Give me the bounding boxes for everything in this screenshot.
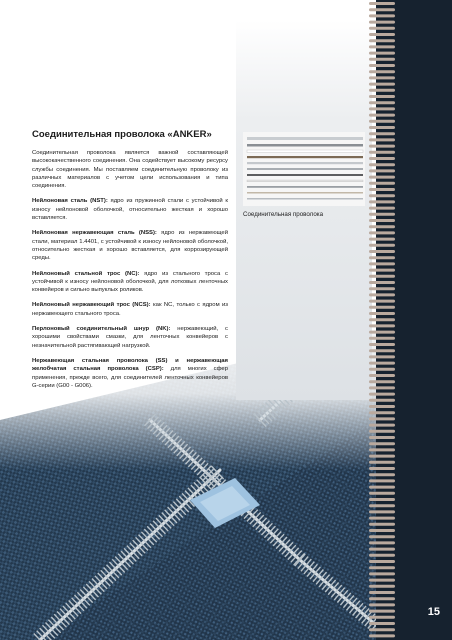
wire-type-term: Перлоновый соединительный шнур (NK): [32, 326, 171, 333]
spiral-coil [369, 45, 395, 48]
spiral-coil [369, 225, 395, 228]
spiral-coil [369, 411, 395, 414]
wire-type-term: Нейлоновый стальной трос (NC): [32, 270, 140, 277]
spiral-coil [369, 560, 395, 563]
spiral-coil [369, 89, 395, 92]
wire-type-description: ядро из стального троса с устойчивой к износу нейлоновой оболочкой, для лотковых ленточных конвейеров и сильно выпуклых роликов. [32, 270, 228, 294]
spiral-coil [369, 479, 395, 482]
wire-type-description: нержавеющий, с хорошими свойствами смазки, для ленточных конвейеров с незначительной растягивающей нагрузкой. [32, 326, 228, 349]
text-column [32, 129, 228, 397]
spiral-coil [369, 597, 395, 600]
spiral-coil [369, 504, 395, 507]
spiral-coil [369, 14, 395, 17]
spiral-coil [369, 262, 395, 265]
spiral-coil [369, 331, 395, 334]
spiral-coil [369, 455, 395, 458]
spiral-coil [369, 281, 395, 284]
spiral-coil [369, 591, 395, 594]
spiral-coil [369, 517, 395, 520]
wire-type-nss [32, 229, 228, 262]
spiral-coil [369, 368, 395, 371]
spiral-coil [369, 238, 395, 241]
spiral-coil [369, 523, 395, 526]
spiral-coil [369, 324, 395, 327]
spiral-coil [369, 467, 395, 470]
spiral-coil [369, 39, 395, 42]
spiral-coil [369, 114, 395, 117]
spiral-coil [369, 566, 395, 569]
spiral-coil [369, 132, 395, 135]
spiral-coil [369, 101, 395, 104]
spiral-coil [369, 176, 395, 179]
spiral-coil [369, 8, 395, 11]
spiral-coil [369, 554, 395, 557]
section-title: Соединительная проволока «ANKER» [32, 129, 212, 140]
spiral-coil [369, 219, 395, 222]
spiral-coil [369, 473, 395, 476]
spiral-coil [369, 52, 395, 55]
spiral-coil [369, 306, 395, 309]
spiral-coil [369, 244, 395, 247]
spiral-coil [369, 107, 395, 110]
spiral-coil [369, 374, 395, 377]
spiral-coil [369, 70, 395, 73]
spiral-coil [369, 33, 395, 36]
spiral-coil [369, 362, 395, 365]
spiral-coil [369, 163, 395, 166]
spiral-coil [369, 610, 395, 613]
spiral-coil [369, 95, 395, 98]
wire-type-description: для многих сфер применения, прежде всего, для соединителей ленточных конвейеров G-серии (G00 - G006). [32, 366, 228, 389]
spiral-coil [369, 355, 395, 358]
wire-type-description: ядро из нержавеющей стали, материал 1.4401, с устойчивой к износу нейлоновой оболочкой, относительно жесткая и хорошо вставляется, для коррозирующей среды. [32, 230, 228, 262]
spiral-coil [369, 76, 395, 79]
spiral-coil [369, 194, 395, 197]
wire-type-term: Нейлоновая сталь (NST): [32, 198, 108, 205]
wire-type-term: Нейлоновая нержавеющая сталь (NSS): [32, 230, 157, 237]
spiral-coil [369, 312, 395, 315]
spiral-coil [369, 548, 395, 551]
spiral-coil [369, 349, 395, 352]
spiral-coil [369, 417, 395, 420]
wire-type-ncs [32, 301, 228, 318]
spiral-coil [369, 430, 395, 433]
spiral-coil [369, 58, 395, 61]
spiral-coil [369, 21, 395, 24]
spiral-coil [369, 535, 395, 538]
spiral-coil [369, 126, 395, 129]
spiral-coil [369, 603, 395, 606]
spiral-coil [369, 405, 395, 408]
spiral-coil [369, 424, 395, 427]
spiral-coil [369, 399, 395, 402]
spiral-coil [369, 541, 395, 544]
spiral-coil [369, 498, 395, 501]
spiral-coil [369, 529, 395, 532]
wire-type-term: Нержавеющая стальная проволока (SS) и нержавеющая желобчатая стальная проволока (CSP): [32, 357, 228, 373]
wire-type-nst [32, 197, 228, 222]
spiral-coil [369, 231, 395, 234]
spiral-coil [369, 138, 395, 141]
spiral-coil [369, 492, 395, 495]
spiral-coil [369, 585, 395, 588]
spiral-coil [369, 486, 395, 489]
wire-photo-caption: Соединительная проволока [243, 211, 324, 218]
spiral-coil [369, 448, 395, 451]
spiral-coil [369, 622, 395, 625]
spiral-coil [369, 616, 395, 619]
spiral-coil [369, 579, 395, 582]
spiral-coil [369, 436, 395, 439]
wire-samples-photo [243, 132, 365, 206]
wire-type-nc [32, 270, 228, 295]
spiral-coil [369, 442, 395, 445]
spiral-coil [369, 386, 395, 389]
spiral-coil [369, 207, 395, 210]
wire-samples-image [243, 132, 365, 206]
spiral-coil [369, 64, 395, 67]
spiral-coil [369, 269, 395, 272]
spiral-coil [369, 380, 395, 383]
wire-type-description: ядро из пружинной стали с устойчивой к износу нейлоновой оболочкой, относительно жесткая и хорошо вставляется. [32, 198, 228, 222]
wire-type-description: как NC, только с ядром из нержавеющего стального троса. [32, 302, 229, 317]
spiral-coil [369, 318, 395, 321]
page-number: 15 [427, 606, 440, 618]
spiral-coil [369, 628, 395, 631]
spiral-coil [369, 293, 395, 296]
spiral-coil [369, 337, 395, 340]
spiral-coil [369, 145, 395, 148]
spiral-coil [369, 256, 395, 259]
wire-type-term: Нейлоновый нержавеющий трос (NCS): [32, 302, 151, 309]
wire-type-ss-csp [32, 357, 228, 390]
spiral-coil [369, 83, 395, 86]
spiral-coil [369, 120, 395, 123]
spiral-coil [369, 287, 395, 290]
intro-paragraph: Соединительная проволока является важной составляющей высококачественного соединения. Она содействует высокому ресурсу службы соединения. Мы поставляем соединительную проволоку из различных материалов с учетом цели использования и типа соединения. [32, 150, 228, 190]
spiral-coil [369, 343, 395, 346]
spiral-coil [369, 213, 395, 216]
spiral-coil [369, 188, 395, 191]
spiral-coil [369, 393, 395, 396]
spiral-coil [369, 27, 395, 30]
spiral-coil [369, 461, 395, 464]
spiral-coil [369, 250, 395, 253]
spiral-coil [369, 169, 395, 172]
spiral-coil [369, 200, 395, 203]
spiral-coil [369, 182, 395, 185]
wire-type-nk [32, 325, 228, 350]
spiral-coil [369, 157, 395, 160]
spiral-coil [369, 151, 395, 154]
spiral-binding [366, 0, 400, 640]
spiral-coil [369, 2, 395, 5]
spiral-coil [369, 572, 395, 575]
spiral-coil [369, 510, 395, 513]
spiral-coil [369, 275, 395, 278]
spiral-coil [369, 634, 395, 637]
spiral-coil [369, 300, 395, 303]
